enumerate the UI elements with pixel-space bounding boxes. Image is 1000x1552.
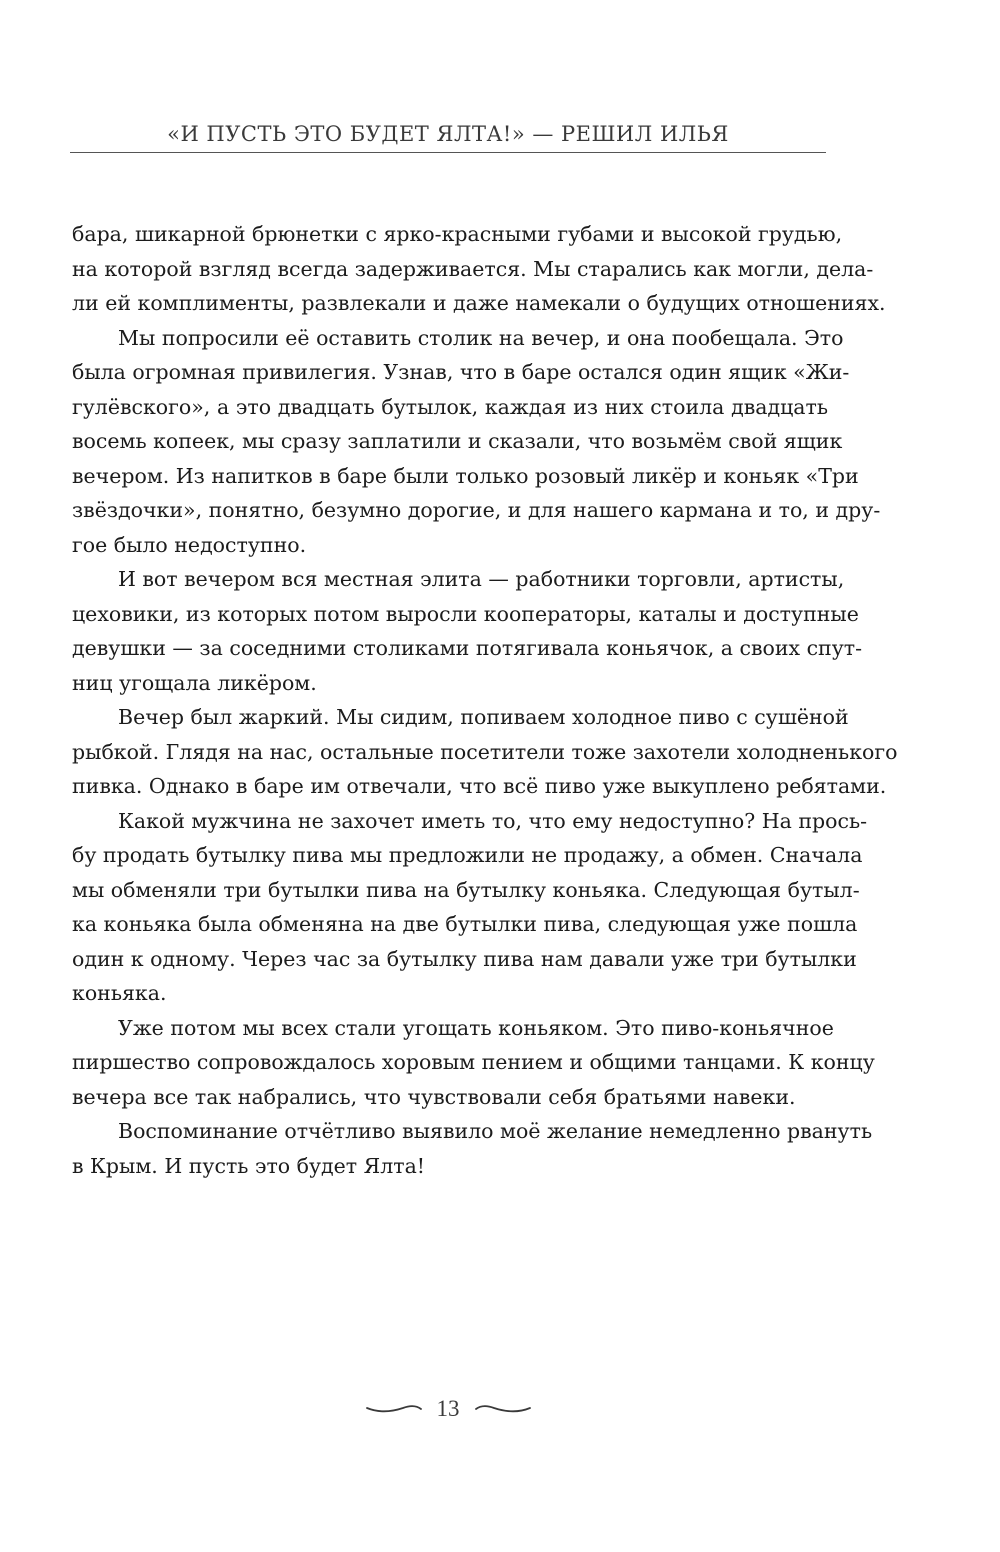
text-line: восемь копеек, мы сразу заплатили и сказали, что возьмём свой ящик: [72, 429, 843, 453]
text-line: Мы попросили её оставить столик на вечер, и она пообещала. Это: [118, 325, 844, 350]
text-line: вечером. Из напитков в баре были только розовый ликёр и коньяк «Три: [72, 463, 859, 488]
text-line: Воспоминание отчётливо выявило моё желание немедленно рвануть: [118, 1119, 873, 1143]
text-line: девушки — за соседними столиками потягивала коньячок, а своих спут-: [72, 636, 863, 660]
text-line: мы обменяли три бутылки пива на бутылку коньяка. Следующая бутыл-: [72, 877, 860, 902]
text-line: один к одному. Через час за бутылку пива нам давали уже три бутылки: [72, 946, 857, 971]
header-rule: [70, 152, 826, 153]
page-footer: [0, 1396, 896, 1422]
text-line: пивка. Однако в баре им отвечали, что всё пиво уже выкуплено ребятами.: [72, 774, 887, 798]
text-line: в Крым. И пусть это будет Ялта!: [72, 1153, 426, 1178]
right-swash-ornament-icon: [474, 1402, 532, 1416]
text-line: рыбкой. Глядя на нас, остальные посетители тоже захотели холодненького: [72, 739, 898, 764]
text-line: цеховики, из которых потом выросли кооператоры, каталы и доступные: [72, 601, 859, 626]
text-line: Какой мужчина не захочет иметь то, что ему недоступно? На прось-: [118, 808, 868, 833]
page-number: 13: [436, 1396, 460, 1421]
text-line: бу продать бутылку пива мы предложили не продажу, а обмен. Сначала: [72, 843, 863, 867]
text-line: ниц угощала ликёром.: [72, 670, 317, 695]
text-line: вечера все так набрались, что чувствовали себя братьями навеки.: [72, 1084, 796, 1109]
text-line: была огромная привилегия. Узнав, что в баре остался один ящик «Жи-: [72, 360, 850, 384]
text-line: пиршество сопровождалось хоровым пением и общими танцами. К концу: [72, 1050, 875, 1074]
body-text: [72, 217, 898, 1183]
text-line: ли ей комплименты, развлекали и даже намекали о будущих отношениях.: [72, 291, 886, 315]
text-line: коньяка.: [72, 981, 167, 1005]
left-swash-ornament-icon: [365, 1402, 423, 1416]
text-line: бара, шикарной брюнетки с ярко-красными губами и высокой грудью,: [72, 222, 843, 246]
text-line: гое было недоступно.: [72, 532, 307, 557]
text-line: И вот вечером вся местная элита — работники торговли, артисты,: [118, 567, 845, 591]
text-line: гулёвского», а это двадцать бутылок, каждая из них стоила двадцать: [72, 394, 828, 419]
running-head: «И ПУСТЬ ЭТО БУДЕТ ЯЛТА!» — РЕШИЛ ИЛЬЯ: [167, 122, 729, 146]
text-line: звёздочки», понятно, безумно дорогие, и для нашего кармана и то, и дру-: [72, 498, 881, 522]
text-line: на которой взгляд всегда задерживается. Мы старались как могли, дела-: [72, 256, 874, 281]
text-line: Уже потом мы всех стали угощать коньяком. Это пиво-коньячное: [118, 1015, 834, 1040]
text-line: Вечер был жаркий. Мы сидим, попиваем холодное пиво с сушёной: [118, 705, 849, 729]
text-line: ка коньяка была обменяна на две бутылки пива, следующая уже пошла: [72, 912, 858, 936]
